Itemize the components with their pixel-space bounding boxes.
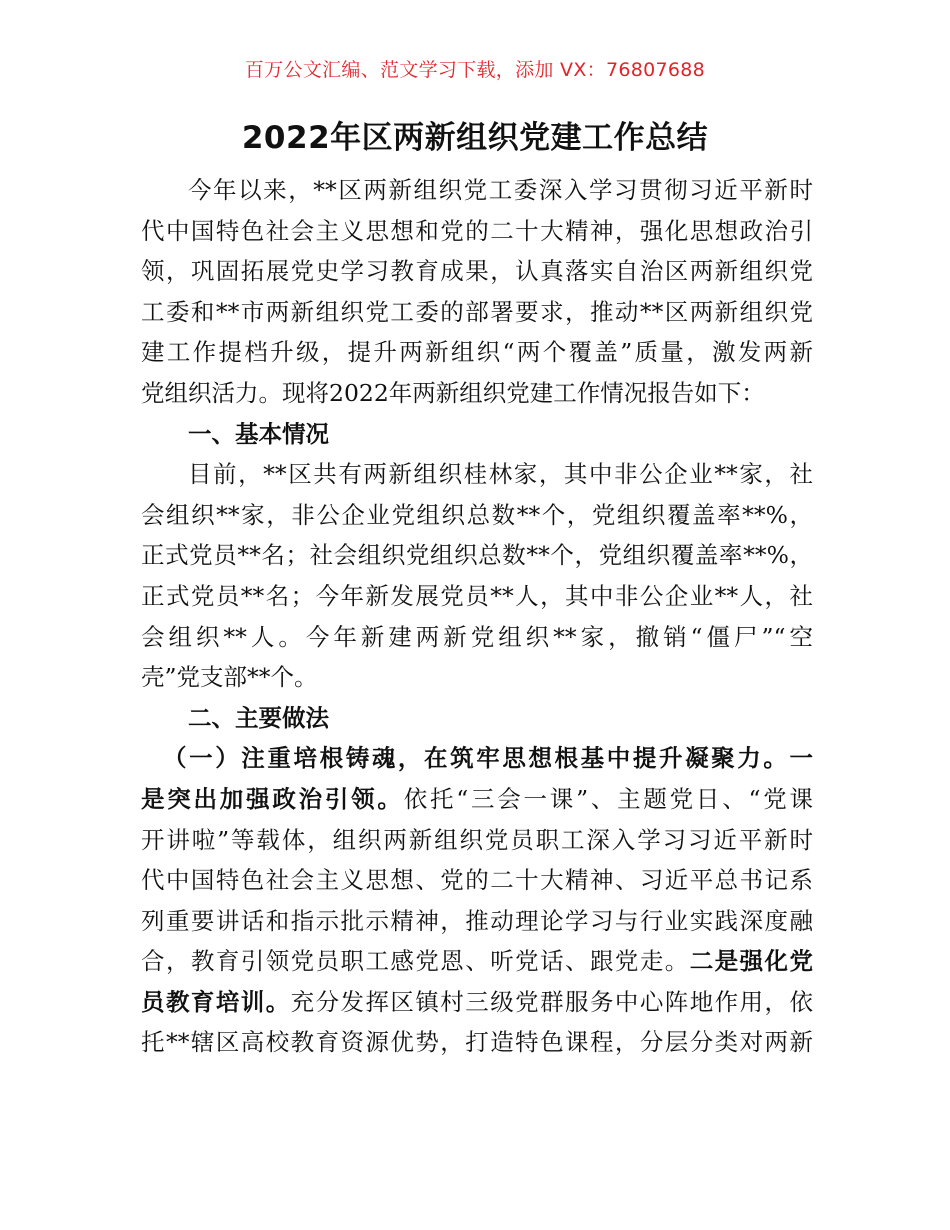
paragraph-line: 托**辖区高校教育资源优势，打造特色课程，分层分类对两新 [141,1028,813,1057]
paragraph-line: 领，巩固拓展党史学习教育成果，认真落实自治区两新组织党 [141,257,813,286]
paragraph-line: 建工作提档升级，提升两新组织“两个覆盖”质量，激发两新 [141,338,813,367]
bold-phrase: 二是强化党 [689,947,814,976]
paragraph-line [141,779,813,820]
line-text: 依托“三会一课”、主题党日、“党课 [403,784,814,813]
paragraph-line: 目前，**区共有两新组织桂林家，其中非公企业**家，社 [188,460,813,489]
paragraph-line: 正式党员**名；社会组织党组织总数**个，党组织覆盖率**%， [141,541,813,570]
line-text: 合，教育引领党员职工感党恩、听党话、跟党走。 [141,947,690,976]
document-body [141,170,813,1063]
bold-phrase: 员教育培训。 [141,987,291,1016]
document-title: 2022年区两新组织党建工作总结 [241,120,709,156]
subsection-heading: （一）注重培根铸魂，在筑牢思想根基中提升凝聚力。一 [163,744,813,773]
paragraph-line: 列重要讲话和指示批示精神，推动理论学习与行业实践深度融 [141,906,813,935]
section-heading-methods: 二、主要做法 [188,703,329,732]
paragraph-line: 工委和**市两新组织党工委的部署要求，推动**区两新组织党 [141,297,813,326]
paragraph-line: 党组织活力。现将2022年两新组织党建工作情况报告如下： [141,378,765,407]
paragraph-line: 壳”党支部**个。 [141,663,318,692]
section-heading-basic: 一、基本情况 [188,419,329,448]
paragraph-line [141,941,813,982]
paragraph-line: 今年以来，**区两新组织党工委深入学习贯彻习近平新时 [188,176,813,204]
watermark-banner: 百万公文汇编、范文学习下载，添加 VX：76807688 [244,59,706,81]
paragraph-line [141,982,813,1023]
paragraph-line: 代中国特色社会主义思想和党的二十大精神，强化思想政治引 [141,216,813,245]
paragraph-line: 正式党员**名；今年新发展党员**人，其中非公企业**人，社 [141,581,813,610]
paragraph-line: 开讲啦”等载体，组织两新组织党员职工深入学习习近平新时 [141,825,813,854]
bold-phrase: 是突出加强政治引领。 [141,784,404,813]
paragraph-line: 代中国特色社会主义思想、党的二十大精神、习近平总书记系 [141,866,813,895]
paragraph-line: 会组织**人。今年新建两新党组织**家，撤销“僵尸”“空 [141,622,813,651]
paragraph-line: 会组织**家，非公企业党组织总数**个，党组织覆盖率**%， [141,500,813,529]
line-text: 充分发挥区镇村三级党群服务中心阵地作用，依 [290,987,814,1016]
